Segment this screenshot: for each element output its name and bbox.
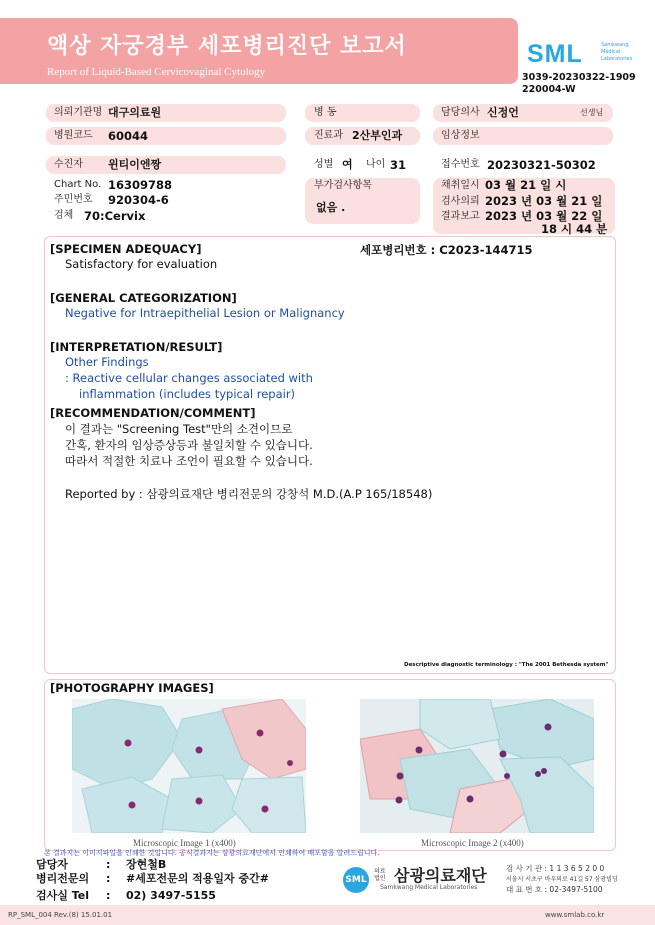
microscopic-image-1 [72, 699, 306, 833]
receipt-value: 20230321-50302 [487, 158, 596, 172]
sml-logo [527, 40, 633, 69]
photo-heading: [PHOTOGRAPHY IMAGES] [50, 681, 214, 695]
foundation-name-en: Samkwang Medical Laboratories [380, 884, 478, 891]
foundation-badge: 의료법인 [374, 868, 386, 882]
chart-no-value: 16309788 [108, 178, 173, 192]
report-title: 액상 자궁경부 세포병리진단 보고서 [47, 34, 407, 59]
specimen-value: 70:Cervix [84, 209, 146, 223]
extra-tests-label: 부가검사항목 [314, 180, 372, 191]
microscopic-image-2 [360, 699, 594, 833]
website: www.smlab.co.kr [545, 911, 605, 919]
collect-value: 03 월 21 일 시 [485, 178, 567, 192]
sex-label: 성별 [314, 159, 334, 170]
collect-label: 채취일시 [441, 180, 480, 191]
hospital-code-value: 60044 [108, 129, 149, 143]
dept-label: 진료과 [314, 130, 343, 141]
sml-logo-text: SML [527, 40, 583, 68]
request-value: 2023 년 03 월 21 일 [485, 194, 603, 208]
sml-logo-subtext: Samkwang Medical Laboratories [601, 42, 633, 62]
reported-by: Reported by : 삼광의료재단 병리전문의 강창석 M.D.(A.P 165/18548) [65, 487, 433, 501]
manager-colon: : [106, 858, 111, 871]
result-time-value: 18 시 44 분 [541, 222, 608, 236]
foundation-name: 삼광의료재단 [394, 866, 487, 885]
receipt-label: 접수번호 [441, 159, 480, 170]
address: 서울시 서초구 바우뫼로 41길 57 삼광빌딩 [506, 876, 618, 883]
print-notice: 본 결과지는 이미지파일을 인쇄한 것입니다. 공식결과지는 삼광의료재단에서 인쇄하여 배포함을 알려드립니다. [44, 849, 380, 857]
recommendation-line-1: 이 결과는 "Screening Test"만의 소견이므로 [65, 422, 293, 436]
category-text: Negative for Intraepithelial Lesion or Malignancy [65, 306, 345, 320]
chart-no-label: Chart No. [54, 179, 102, 190]
sex-value: 여 [342, 158, 353, 171]
age-value: 31 [390, 158, 407, 172]
resident-no-label: 주민번호 [54, 194, 93, 205]
representative-tel: 대 표 번 호 : 02-3497-5100 [506, 885, 603, 894]
pathologist-value: #세포전문의 적용일자 중간# [126, 872, 269, 885]
adequacy-text: Satisfactory for evaluation [65, 257, 218, 271]
image-2-caption: Microscopic Image 2 (x400) [421, 838, 524, 848]
extra-tests-value: 없음 . [316, 201, 346, 214]
ward-label: 병 동 [314, 107, 337, 118]
clinical-label: 임상정보 [441, 130, 480, 141]
terminology-note: Descriptive diagnostic terminology : "The 2001 Bethesda system" [404, 662, 609, 668]
hospital-code-label: 병원코드 [54, 130, 93, 141]
manager-value: 장현철B [126, 858, 167, 871]
interpretation-line-2: : Reactive cellular changes associated with [65, 371, 313, 385]
age-label: 나이 [366, 159, 386, 170]
report-subtitle: Report of Liquid-Based Cervicovaginal Cytology [47, 66, 266, 78]
patient-value: 윈티이엔짱 [108, 158, 162, 171]
result-value: 2023 년 03 월 22 일 [485, 209, 603, 223]
doctor-value: 신정언 [487, 106, 519, 119]
recommendation-line-3: 따라서 적절한 치료나 조언이 필요할 수 있습니다. [65, 454, 313, 468]
pathologist-colon: : [106, 872, 111, 885]
lab-code: 검 사 기 관 : 1 1 3 6 5 2 0 0 [506, 864, 605, 873]
foundation-logo-icon: SML [343, 867, 369, 893]
category-heading: [GENERAL CATEGORIZATION] [50, 291, 237, 305]
specimen-label: 검체 [54, 210, 74, 221]
lab-tel-colon: : [106, 889, 111, 902]
report-codes: 3039-20230322-1909 220004-W [522, 72, 636, 95]
institution-value: 대구의료원 [108, 106, 162, 119]
image-1-caption: Microscopic Image 1 (x400) [133, 838, 236, 848]
lab-tel-label: 검사실 Tel [36, 889, 89, 902]
form-code: RP_SML_004 Rev.(8) 15.01.01 [8, 911, 113, 919]
interpretation-heading: [INTERPRETATION/RESULT] [50, 340, 223, 354]
patient-label: 수진자 [54, 159, 83, 170]
lab-tel-value: 02) 3497-5155 [126, 889, 216, 902]
institution-label: 의뢰기관명 [54, 107, 103, 118]
recommendation-heading: [RECOMMENDATION/COMMENT] [50, 406, 256, 420]
result-label: 결과보고 [441, 211, 480, 222]
doctor-suffix: 선생님 [580, 108, 604, 117]
adequacy-heading: [SPECIMEN ADEQUACY] [50, 242, 202, 256]
interpretation-line-3: inflammation (includes typical repair) [79, 387, 296, 401]
resident-no-value: 920304-6 [108, 193, 169, 207]
cytology-number: 세포병리번호 : C2023-144715 [360, 243, 533, 257]
doctor-label: 담당의사 [441, 107, 480, 118]
manager-label: 담당자 [36, 858, 68, 871]
interpretation-line-1: Other Findings [65, 355, 149, 369]
recommendation-line-2: 간혹, 환자의 임상증상등과 불일치할 수 있습니다. [65, 438, 313, 452]
pathologist-label: 병리전문의 [36, 872, 90, 885]
request-label: 검사의뢰 [441, 196, 480, 207]
dept-value: 2산부인과 [352, 129, 403, 142]
